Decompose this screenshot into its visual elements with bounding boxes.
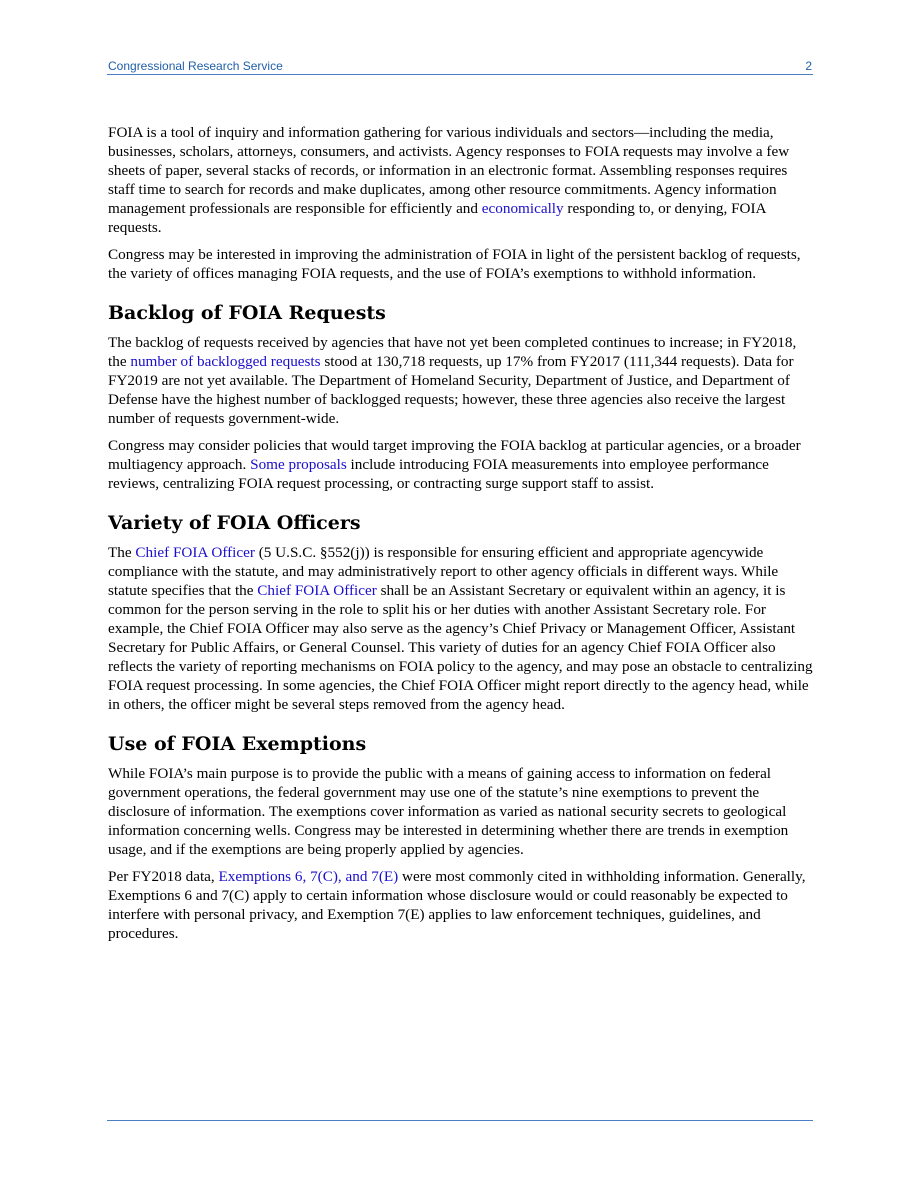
backlog-paragraph-2 [108, 436, 814, 493]
backlog-p2-after: include introducing FOIA measurements into employee performance reviews, centralizing FOIA request processing, or contracting surge support staff to assist. [108, 456, 769, 492]
intro-p1-after: responding to, or denying, FOIA requests. [108, 200, 766, 236]
page-number: 2 [805, 59, 812, 73]
exemptions-paragraph-1: While FOIA’s main purpose is to provide the public with a means of gaining access to information on federal government operations, the federal government may use one of the statute’s nine exemptions to prevent the disclosure of information. The exemptions cover information as varied as national security secrets to geological information concerning wells. Congress may be interested in determining whether there are trends in exemption usage, and if the exemptions are being properly applied by agencies. [108, 765, 789, 858]
section-heading-officers: Variety of FOIA Officers [108, 512, 361, 534]
some-proposals-link[interactable]: Some proposals [250, 456, 347, 473]
section-heading-exemptions: Use of FOIA Exemptions [108, 733, 367, 755]
backlogged-requests-link[interactable]: number of backlogged requests [130, 353, 321, 370]
backlog-p1-before: The backlog of requests received by agencies that have not yet been completed continues to increase; in FY2018, the [108, 334, 797, 370]
footer-rule [107, 1120, 813, 1121]
officers-p1-after: shall be an Assistant Secretary or equivalent within an agency, it is common for the person serving in the role to split his or her duties with another Assistant Secretary role. For example, the Chief FOIA Officer may also serve as the agency’s Chief Privacy or Management Officer, Assistant Secretary for Public Affairs, or General Counsel. This variety of duties for an agency Chief FOIA Officer also reflects the variety of reporting mechanisms on FOIA policy to the agency, and may pose an obstacle to centralizing FOIA request processing. In some agencies, the Chief FOIA Officer might report directly to the agency head, while in others, the officer might be several steps removed from the agency head. [108, 582, 813, 713]
officers-paragraph-1 [108, 543, 814, 714]
running-header [107, 58, 813, 75]
exemptions-paragraph-2 [108, 867, 814, 943]
intro-paragraph-2: Congress may be interested in improving the administration of FOIA in light of the persistent backlog of requests, the variety of offices managing FOIA requests, and the use of FOIA’s exemptions to withhold information. [108, 246, 801, 282]
intro-paragraph-1 [108, 123, 814, 237]
chief-foia-officer-link-1[interactable]: Chief FOIA Officer [135, 544, 255, 561]
report-source-title: Congressional Research Service [108, 59, 283, 73]
backlog-paragraph-1 [108, 333, 814, 428]
backlog-p2-before: Congress may consider policies that would target improving the FOIA backlog at particular agencies, or a broader multiagency approach. [108, 437, 801, 473]
economically-link[interactable]: economically [481, 200, 564, 217]
exemptions-p2-before: Per FY2018 data, [108, 868, 219, 885]
officers-p1-before: The [108, 544, 136, 561]
exemptions-p2-after: were most commonly cited in withholding information. Generally, Exemptions 6 and 7(C) apply to certain information whose disclosure would or could reasonably be expected to interfere with personal privacy, and Exemption 7(E) applies to law enforcement techniques, guidelines, and procedures. [108, 868, 806, 942]
intro-p1-text: FOIA is a tool of inquiry and information gathering for various individuals and sectors—including the media, businesses, scholars, attorneys, consumers, and activists. Agency responses to FOIA requests may involve a few sheets of paper, several stacks of records, or information in an electronic format. Assembling responses requires staff time to search for records and make duplicates, among other resource commitments. Agency information management professionals are responsible for efficiently and [108, 124, 790, 217]
backlog-p1-after: stood at 130,718 requests, up 17% from FY2017 (111,344 requests). Data for FY2019 are not yet available. The Department of Homeland Security, Department of Justice, and Department of Defense have the highest number of backlogged requests; however, these three agencies also receive the largest number of requests government-wide. [108, 353, 794, 427]
document-body [108, 123, 814, 951]
chief-foia-officer-link-2[interactable]: Chief FOIA Officer [257, 582, 377, 599]
officers-p1-mid: (5 U.S.C. §552(j)) is responsible for ensuring efficient and appropriate agencywide compliance with the statute, and may administratively report to other agency officials in different ways. While statute specifies that the [108, 544, 779, 599]
exemptions-link[interactable]: Exemptions 6, 7(C), and 7(E) [218, 868, 399, 885]
section-heading-backlog: Backlog of FOIA Requests [108, 302, 386, 324]
